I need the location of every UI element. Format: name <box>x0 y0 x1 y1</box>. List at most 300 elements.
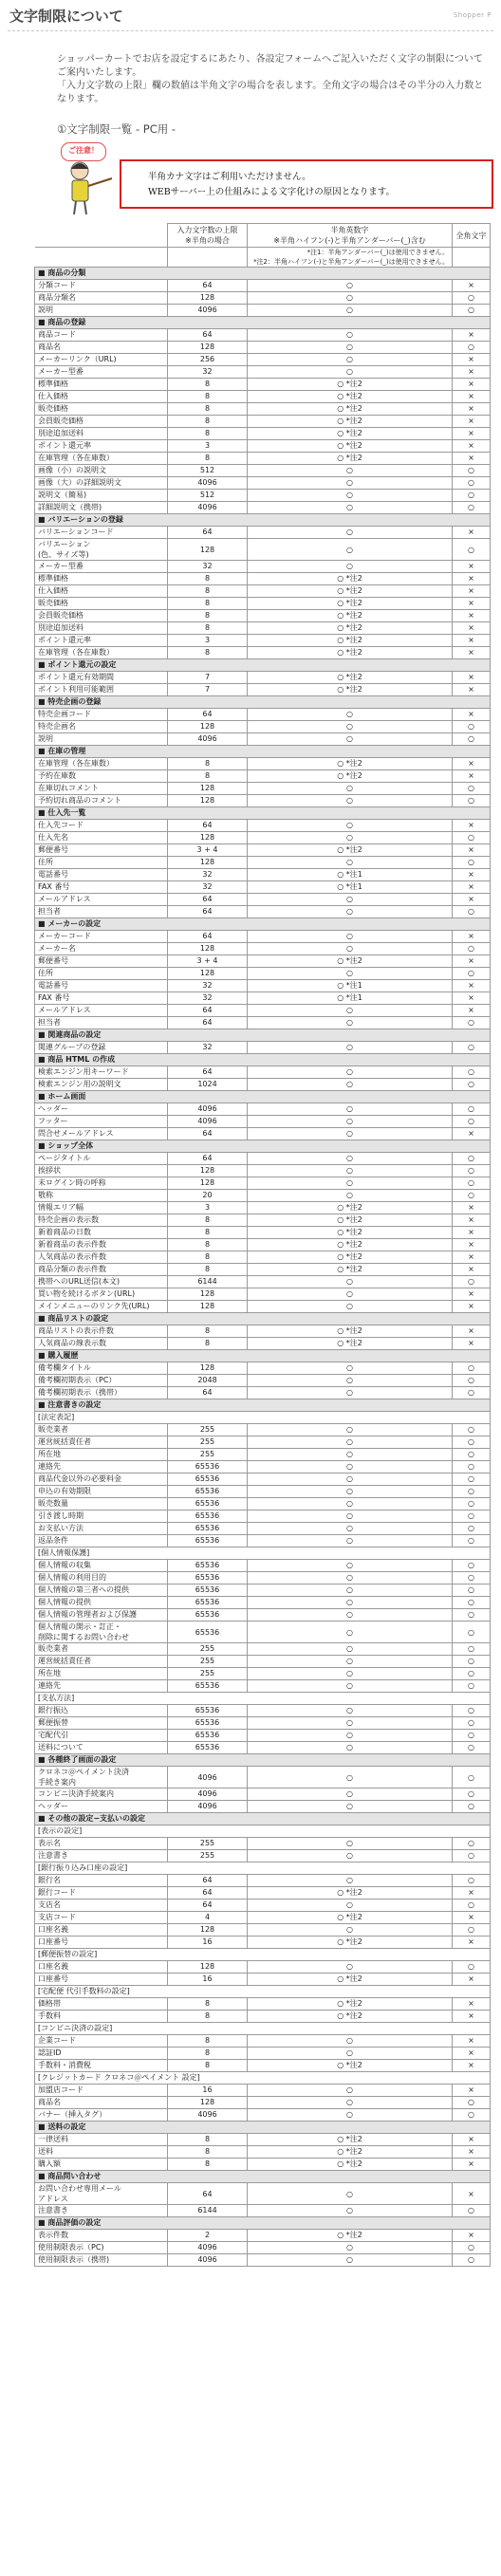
table-row <box>35 561 491 573</box>
row-full-width: ○ <box>453 1680 491 1693</box>
subsection-heading: [表示の設定] <box>35 1825 491 1838</box>
row-label: 商品代金以外の必要料金 <box>35 1473 168 1486</box>
row-half-width: ○ <box>248 2242 453 2254</box>
row-full-width: ○ <box>453 1622 491 1643</box>
table-row <box>35 1116 491 1128</box>
row-limit: 64 <box>168 1900 248 1912</box>
table-row <box>35 906 491 918</box>
row-full-width: × <box>453 709 491 721</box>
row-half-width: ○ <box>248 1717 453 1730</box>
row-half-width: ○ <box>248 1900 453 1912</box>
row-full-width: ○ <box>453 1523 491 1535</box>
row-limit: 8 <box>168 1998 248 2011</box>
row-label: 関連グループの登録 <box>35 1042 168 1054</box>
row-half-width: ○ <box>248 733 453 746</box>
row-full-width: × <box>453 585 491 598</box>
section-title: ①文字制限一覧 - PC用 - <box>57 122 176 136</box>
row-full-width: ○ <box>453 1017 491 1029</box>
row-full-width: ○ <box>453 2254 491 2267</box>
section-heading: ■ ホーム画面 <box>35 1091 491 1103</box>
row-full-width: ○ <box>453 1486 491 1498</box>
row-limit: 65536 <box>168 1535 248 1547</box>
row-limit: 8 <box>168 2146 248 2159</box>
section-heading: ■ 商品評価の設定 <box>35 2217 491 2230</box>
row-limit: 16 <box>168 1974 248 1986</box>
row-label: 会員販売価格 <box>35 610 168 622</box>
row-half-width: ○ <box>248 490 453 502</box>
table-row <box>35 2230 491 2242</box>
row-half-width: ○ <box>248 783 453 795</box>
row-limit: 64 <box>168 894 248 906</box>
row-half-width: ○ <box>248 1116 453 1128</box>
row-label: 特売企画の表示数 <box>35 1214 168 1227</box>
section-row <box>35 514 491 527</box>
row-limit: 20 <box>168 1190 248 1202</box>
row-full-width: ○ <box>453 1668 491 1680</box>
table-row <box>35 1998 491 2011</box>
row-full-width: × <box>453 1998 491 2011</box>
table-row <box>35 1276 491 1288</box>
row-half-width: ○ <box>248 1103 453 1116</box>
row-limit: 8 <box>168 416 248 428</box>
section-heading: ■ 商品の分類 <box>35 268 491 280</box>
section-row <box>35 2217 491 2230</box>
row-half-width: ○ <box>248 1079 453 1091</box>
row-limit: 512 <box>168 465 248 477</box>
row-half-width: ○ *注2 <box>248 672 453 684</box>
row-label: FAX 番号 <box>35 992 168 1005</box>
row-full-width: × <box>453 869 491 881</box>
row-full-width: × <box>453 2085 491 2097</box>
row-full-width: × <box>453 453 491 465</box>
row-full-width: ○ <box>453 1656 491 1668</box>
row-label: 住所 <box>35 968 168 980</box>
row-limit: 32 <box>168 992 248 1005</box>
row-label: 会員販売価格 <box>35 416 168 428</box>
table-row <box>35 795 491 807</box>
section-heading: ■ 特売企画の登録 <box>35 696 491 709</box>
table-row <box>35 477 491 490</box>
table-row <box>35 1424 491 1436</box>
row-half-width: ○ <box>248 1767 453 1788</box>
row-half-width: ○ *注2 <box>248 2230 453 2242</box>
row-label: バリエーションコード <box>35 527 168 539</box>
row-half-width: ○ <box>248 354 453 366</box>
row-full-width: ○ <box>453 1788 491 1801</box>
table-row <box>35 844 491 857</box>
header-empty-cell <box>35 224 168 248</box>
row-full-width: × <box>453 610 491 622</box>
row-limit: 64 <box>168 329 248 342</box>
row-limit: 8 <box>168 585 248 598</box>
table-row <box>35 1717 491 1730</box>
row-half-width: ○ <box>248 366 453 379</box>
table-row <box>35 428 491 440</box>
row-full-width: × <box>453 1937 491 1949</box>
row-limit: 3 <box>168 1202 248 1214</box>
row-limit: 65536 <box>168 1572 248 1585</box>
row-full-width: × <box>453 1251 491 1264</box>
row-label: 注意書き <box>35 2205 168 2217</box>
row-full-width: ○ <box>453 1436 491 1449</box>
table-row <box>35 1609 491 1622</box>
row-half-width: ○ <box>248 1387 453 1399</box>
row-half-width: ○ <box>248 329 453 342</box>
row-full-width: ○ <box>453 1190 491 1202</box>
row-half-width: ○ *注2 <box>248 585 453 598</box>
table-notes <box>248 248 453 268</box>
row-limit: 8 <box>168 573 248 585</box>
row-half-width: ○ <box>248 465 453 477</box>
table-row <box>35 1535 491 1547</box>
row-label: ヘッダー <box>35 1801 168 1813</box>
section-row <box>35 918 491 931</box>
row-label: 手数料・消費税 <box>35 2060 168 2072</box>
row-full-width: × <box>453 881 491 894</box>
row-label: 担当者 <box>35 1017 168 1029</box>
row-half-width: ○ <box>248 1473 453 1486</box>
row-limit: 128 <box>168 342 248 354</box>
table-row <box>35 1005 491 1017</box>
table-row <box>35 1239 491 1251</box>
row-full-width: ○ <box>453 783 491 795</box>
row-label: 販売価格 <box>35 598 168 610</box>
row-label: 別途追加送料 <box>35 428 168 440</box>
row-limit: 65536 <box>168 1585 248 1597</box>
table-header-row <box>35 224 491 248</box>
subsection-row <box>35 1825 491 1838</box>
row-half-width: ○ *注2 <box>248 453 453 465</box>
row-half-width: ○ <box>248 292 453 305</box>
row-half-width: ○ <box>248 527 453 539</box>
row-full-width: ○ <box>453 2205 491 2217</box>
row-full-width: ○ <box>453 832 491 844</box>
row-full-width: × <box>453 2048 491 2060</box>
subsection-row <box>35 1949 491 1961</box>
row-half-width: ○ *注2 <box>248 610 453 622</box>
table-row <box>35 416 491 428</box>
row-full-width: ○ <box>453 2097 491 2109</box>
row-limit: 1024 <box>168 1079 248 1091</box>
row-full-width: × <box>453 403 491 416</box>
row-label: 携帯へのURL送信(本文) <box>35 1276 168 1288</box>
row-full-width: × <box>453 2011 491 2023</box>
table-row <box>35 1436 491 1449</box>
row-limit: 65536 <box>168 1597 248 1609</box>
row-limit: 256 <box>168 354 248 366</box>
row-full-width: ○ <box>453 721 491 733</box>
row-limit: 128 <box>168 795 248 807</box>
row-half-width: ○ <box>248 1301 453 1313</box>
row-label: 支店名 <box>35 1900 168 1912</box>
section-heading: ■ ポイント還元の設定 <box>35 659 491 672</box>
row-full-width: ○ <box>453 943 491 955</box>
section-row <box>35 317 491 329</box>
section-row <box>35 1029 491 1042</box>
row-full-width: × <box>453 820 491 832</box>
table-row <box>35 1937 491 1949</box>
table-row <box>35 1486 491 1498</box>
row-full-width: × <box>453 992 491 1005</box>
row-full-width: × <box>453 2230 491 2242</box>
row-limit: 64 <box>168 906 248 918</box>
brand-label: Shopper P <box>453 11 492 19</box>
table-row <box>35 733 491 746</box>
row-half-width: ○ *注2 <box>248 379 453 391</box>
row-full-width: × <box>453 2146 491 2159</box>
row-full-width: × <box>453 2183 491 2205</box>
row-label: 購入額 <box>35 2159 168 2171</box>
row-full-width: × <box>453 527 491 539</box>
row-half-width: ○ <box>248 1643 453 1656</box>
row-half-width: ○ <box>248 1276 453 1288</box>
table-row <box>35 1017 491 1029</box>
table-row <box>35 770 491 783</box>
subsection-row <box>35 1986 491 1998</box>
row-half-width: ○ <box>248 1362 453 1375</box>
row-full-width: ○ <box>453 1079 491 1091</box>
section-row <box>35 1054 491 1066</box>
row-full-width: ○ <box>453 1375 491 1387</box>
row-limit: 64 <box>168 1875 248 1887</box>
row-limit: 65536 <box>168 1622 248 1643</box>
notice-message-box <box>120 159 493 209</box>
row-half-width: ○ <box>248 1656 453 1668</box>
row-limit: 16 <box>168 1937 248 1949</box>
section-row <box>35 1399 491 1412</box>
row-limit: 64 <box>168 820 248 832</box>
row-label: 個人情報の提供 <box>35 1597 168 1609</box>
table-row <box>35 1730 491 1742</box>
subsection-heading: [法定表記] <box>35 1412 491 1424</box>
limit-table-wrap <box>34 223 490 2267</box>
row-full-width: ○ <box>453 292 491 305</box>
row-label: お支払い方法 <box>35 1523 168 1535</box>
row-limit: 4096 <box>168 477 248 490</box>
table-row <box>35 1597 491 1609</box>
row-label: ポイント利用可能範囲 <box>35 684 168 696</box>
table-row <box>35 1190 491 1202</box>
row-label: 電話番号 <box>35 869 168 881</box>
section-heading: ■ 商品リストの設定 <box>35 1313 491 1325</box>
row-label: 販売業者 <box>35 1424 168 1436</box>
row-label: フッター <box>35 1116 168 1128</box>
row-full-width: ○ <box>453 1042 491 1054</box>
row-label: 挨拶状 <box>35 1165 168 1177</box>
row-limit: 128 <box>168 1301 248 1313</box>
intro-paragraph-1: ショッパーカートでお店を設定するにあたり、各設定フォームへご記入いただく文字の制限についてご案内いたします。 <box>57 54 483 78</box>
row-label: メーカーコード <box>35 931 168 943</box>
row-label: 所在地 <box>35 1449 168 1461</box>
row-full-width: ○ <box>453 1742 491 1754</box>
row-full-width: ○ <box>453 857 491 869</box>
row-limit: 16 <box>168 2085 248 2097</box>
row-half-width: ○ *注2 <box>248 403 453 416</box>
row-limit: 8 <box>168 2134 248 2146</box>
row-half-width: ○ <box>248 1730 453 1742</box>
row-label: 一律送料 <box>35 2134 168 2146</box>
row-half-width: ○ *注2 <box>248 1227 453 1239</box>
row-limit: 4096 <box>168 1116 248 1128</box>
row-label: 在庫管理（各在庫数） <box>35 758 168 770</box>
table-row <box>35 1742 491 1754</box>
section-heading: ■ 商品問い合わせ <box>35 2171 491 2183</box>
row-limit: 64 <box>168 1066 248 1079</box>
table-row <box>35 1912 491 1924</box>
row-full-width: ○ <box>453 1510 491 1523</box>
row-label: 連絡先 <box>35 1680 168 1693</box>
table-row <box>35 1375 491 1387</box>
row-label: コンビニ決済手続案内 <box>35 1788 168 1801</box>
section-heading: ■ 商品の登録 <box>35 317 491 329</box>
row-label: 商品リストの表示件数 <box>35 1325 168 1338</box>
row-limit: 8 <box>168 1338 248 1350</box>
table-row <box>35 2048 491 2060</box>
table-row <box>35 968 491 980</box>
row-half-width: ○ <box>248 1424 453 1436</box>
row-limit: 64 <box>168 1128 248 1140</box>
row-label: 電話番号 <box>35 980 168 992</box>
table-row <box>35 2183 491 2205</box>
row-limit: 7 <box>168 672 248 684</box>
table-row <box>35 1338 491 1350</box>
row-full-width: × <box>453 622 491 635</box>
row-half-width: ○ <box>248 1560 453 1572</box>
row-full-width: ○ <box>453 477 491 490</box>
section-heading: ■ 注意書きの設定 <box>35 1399 491 1412</box>
table-row <box>35 1974 491 1986</box>
row-full-width: ○ <box>453 2109 491 2122</box>
row-full-width: ○ <box>453 1177 491 1190</box>
row-limit: 8 <box>168 770 248 783</box>
row-limit: 65536 <box>168 1560 248 1572</box>
row-half-width: ○ *注2 <box>248 2159 453 2171</box>
row-label: 口座名義 <box>35 1961 168 1974</box>
row-half-width: ○ <box>248 1066 453 1079</box>
row-limit: 255 <box>168 1643 248 1656</box>
table-row <box>35 1887 491 1900</box>
row-half-width: ○ *注2 <box>248 684 453 696</box>
row-limit: 128 <box>168 1961 248 1974</box>
table-row <box>35 955 491 968</box>
table-row <box>35 2060 491 2072</box>
row-label: 個人情報の利用目的 <box>35 1572 168 1585</box>
row-limit: 255 <box>168 1668 248 1680</box>
table-row <box>35 305 491 317</box>
row-half-width: ○ *注2 <box>248 1264 453 1276</box>
row-full-width: × <box>453 1264 491 1276</box>
row-label: 敬称 <box>35 1190 168 1202</box>
table-row <box>35 342 491 354</box>
row-half-width: ○ <box>248 1190 453 1202</box>
row-label: 表示名 <box>35 1838 168 1850</box>
section-heading: ■ バリエーションの登録 <box>35 514 491 527</box>
row-half-width: ○ <box>248 2254 453 2267</box>
section-row <box>35 807 491 820</box>
table-row <box>35 1838 491 1850</box>
section-row <box>35 1754 491 1767</box>
notice-line-2: WEBサーバー上の仕組みによる文字化けの原因となります。 <box>148 187 395 197</box>
row-full-width: ○ <box>453 1116 491 1128</box>
row-half-width: ○ <box>248 1597 453 1609</box>
row-label: 連絡先 <box>35 1461 168 1473</box>
row-half-width: ○ <box>248 1801 453 1813</box>
row-limit: 8 <box>168 610 248 622</box>
row-label: ポイント還元率 <box>35 440 168 453</box>
row-half-width: ○ <box>248 1005 453 1017</box>
row-full-width: × <box>453 1301 491 1313</box>
row-half-width: ○ <box>248 1510 453 1523</box>
row-half-width: ○ *注2 <box>248 2134 453 2146</box>
row-half-width: ○ <box>248 1153 453 1165</box>
row-full-width: × <box>453 329 491 342</box>
row-full-width: × <box>453 980 491 992</box>
row-full-width: × <box>453 1128 491 1140</box>
section-heading: ■ その他の設定−支払いの設定 <box>35 1813 491 1825</box>
row-half-width: ○ <box>248 1924 453 1937</box>
table-row <box>35 758 491 770</box>
row-full-width: × <box>453 770 491 783</box>
row-limit: 4096 <box>168 502 248 514</box>
row-full-width: × <box>453 1005 491 1017</box>
table-row <box>35 366 491 379</box>
row-label: バナー（挿入タグ） <box>35 2109 168 2122</box>
row-full-width: ○ <box>453 1801 491 1813</box>
table-row <box>35 1875 491 1887</box>
table-row <box>35 881 491 894</box>
row-limit: 8 <box>168 2060 248 2072</box>
section-row <box>35 2171 491 2183</box>
row-label: 送料 <box>35 2146 168 2159</box>
row-limit: 255 <box>168 1850 248 1863</box>
table-row <box>35 1301 491 1313</box>
table-row <box>35 610 491 622</box>
row-full-width: × <box>453 1974 491 1986</box>
row-half-width: ○ *注2 <box>248 622 453 635</box>
row-limit: 8 <box>168 403 248 416</box>
row-label: 銀行振込 <box>35 1705 168 1717</box>
row-half-width: ○ *注2 <box>248 758 453 770</box>
row-full-width: ○ <box>453 1473 491 1486</box>
table-row <box>35 1214 491 1227</box>
row-half-width: ○ *注2 <box>248 391 453 403</box>
row-label: 特売企画コード <box>35 709 168 721</box>
table-row <box>35 1449 491 1461</box>
row-half-width: ○ *注2 <box>248 1974 453 1986</box>
row-half-width: ○ <box>248 1017 453 1029</box>
row-full-width: ○ <box>453 1838 491 1850</box>
table-row <box>35 573 491 585</box>
row-limit: 3 <box>168 440 248 453</box>
row-label: 宅配代引 <box>35 1730 168 1742</box>
row-half-width: ○ *注2 <box>248 770 453 783</box>
row-label: 情報エリア幅 <box>35 1202 168 1214</box>
row-label: 個人情報の管理者および保護 <box>35 1609 168 1622</box>
row-label: 別途追加送料 <box>35 622 168 635</box>
row-label: 標準価格 <box>35 379 168 391</box>
row-full-width: × <box>453 379 491 391</box>
subsection-heading: [クレジットカード クロネコ＠ペイメント 設定] <box>35 2072 491 2085</box>
table-row <box>35 1473 491 1486</box>
row-label: 標準価格 <box>35 573 168 585</box>
row-half-width: ○ <box>248 1436 453 1449</box>
table-row <box>35 1251 491 1264</box>
intro-text <box>57 53 489 106</box>
table-row <box>35 647 491 659</box>
row-full-width: ○ <box>453 1387 491 1399</box>
subsection-heading: [宅配便 代引手数料の設定] <box>35 1986 491 1998</box>
table-row <box>35 672 491 684</box>
